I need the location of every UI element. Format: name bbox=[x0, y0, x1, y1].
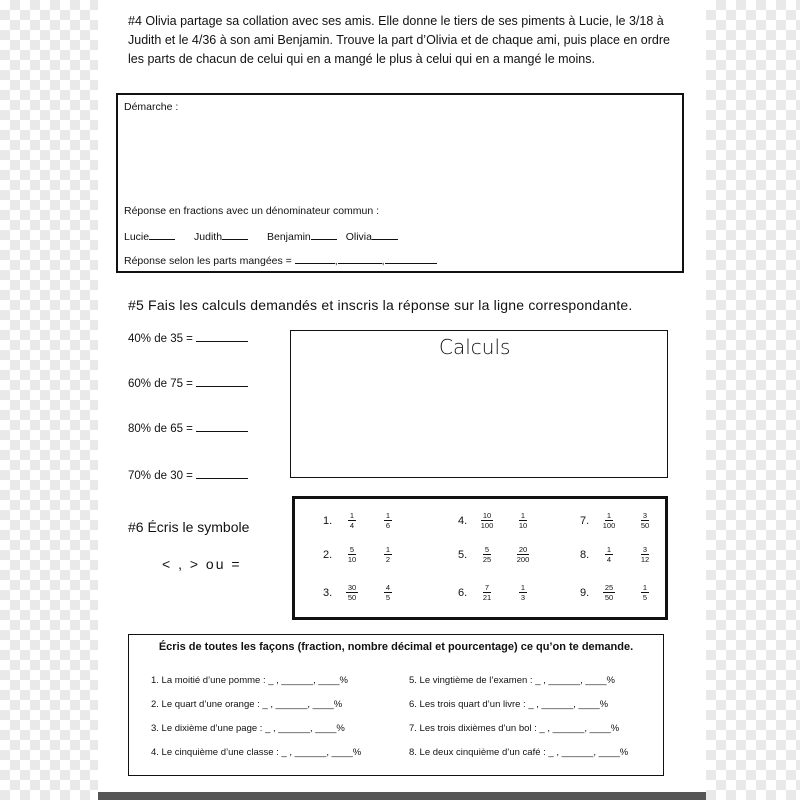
transparency-background-left bbox=[0, 0, 98, 800]
comparison-item-7 bbox=[580, 511, 670, 530]
question-6-title: #6 Écris le symbole bbox=[128, 519, 250, 535]
answer-blank[interactable] bbox=[385, 253, 437, 264]
fraction-left: $\frac{7}{21}$ bbox=[482, 583, 492, 602]
reponse-parts-row: Réponse selon les parts mangées = , , bbox=[124, 253, 437, 267]
q7-item-7: 7. Les trois dixièmes d’un bol : _ , ______, ____% bbox=[409, 723, 620, 734]
comparison-number: 6. bbox=[458, 586, 468, 599]
calculs-title: Calculs bbox=[439, 335, 511, 359]
calc-line-4: 70% de 30 = bbox=[128, 468, 248, 482]
comparison-number: 5. bbox=[458, 548, 468, 561]
q7-item-6: 6. Les trois quart d’un livre : _ , ______, ____% bbox=[409, 699, 609, 710]
q7-item-4: 4. Le cinquième d’une classe : _ , ______, ____% bbox=[151, 747, 362, 758]
calculs-box[interactable] bbox=[290, 330, 668, 478]
comparison-item-8 bbox=[580, 545, 670, 564]
comparison-item-2 bbox=[323, 545, 413, 564]
q7-item-3: 3. Le dixième d’une page : _ , ______, ____% bbox=[151, 723, 345, 734]
name-lucie: Lucie bbox=[124, 231, 150, 243]
fraction-left: $\frac{25}{50}$ bbox=[604, 583, 614, 602]
q7-item-5: 5. Le vingtième de l’examen : _ , ______, ____% bbox=[409, 675, 615, 686]
question-4-answer-box bbox=[116, 93, 684, 273]
fraction-left: $\frac{5}{10}$ bbox=[347, 545, 357, 564]
name-judith: Judith bbox=[194, 231, 223, 243]
fraction-left: $\frac{5}{25}$ bbox=[482, 545, 492, 564]
answer-blank[interactable] bbox=[295, 253, 335, 264]
comparison-item-3 bbox=[323, 583, 413, 602]
comparison-number: 1. bbox=[323, 514, 333, 527]
calc-line-2: 60% de 75 = bbox=[128, 376, 248, 390]
fraction-right: $\frac{1}{3}$ bbox=[520, 583, 526, 602]
comparison-number: 8. bbox=[580, 548, 590, 561]
fraction-right: $\frac{4}{5}$ bbox=[385, 583, 391, 602]
comparison-number: 9. bbox=[580, 586, 590, 599]
comparison-number: 2. bbox=[323, 548, 333, 561]
names-row bbox=[124, 229, 398, 243]
answer-blank[interactable] bbox=[196, 468, 248, 479]
question-7-box bbox=[128, 634, 664, 776]
comparison-item-5 bbox=[458, 545, 548, 564]
name-benjamin: Benjamin bbox=[266, 231, 311, 243]
q7-item-1: 1. La moitié d’une pomme : _ , ______, ____% bbox=[151, 675, 348, 686]
worksheet-page bbox=[98, 0, 706, 800]
question-7-title: Écris de toutes les façons (fraction, nombre décimal et pourcentage) ce qu’on te demande. bbox=[158, 641, 634, 653]
fraction-left: $\frac{1}{4}$ bbox=[606, 545, 612, 564]
calc-line-1: 40% de 35 = bbox=[128, 331, 248, 345]
answer-blank[interactable] bbox=[196, 376, 248, 387]
name-olivia: Olivia bbox=[345, 231, 372, 243]
comparison-item-9 bbox=[580, 583, 670, 602]
answer-blank[interactable] bbox=[311, 229, 337, 240]
fraction-right: $\frac{3}{50}$ bbox=[640, 511, 650, 530]
question-6-symbols: < , > ou = bbox=[162, 556, 242, 572]
comparison-item-4 bbox=[458, 511, 548, 530]
answer-blank[interactable] bbox=[196, 331, 248, 342]
reponse-parts-label: Réponse selon les parts mangées = bbox=[124, 255, 295, 267]
demarche-label: Démarche : bbox=[124, 101, 179, 113]
reponse-fractions-label: Réponse en fractions avec un dénominateur commun : bbox=[124, 205, 380, 217]
answer-blank[interactable] bbox=[222, 229, 248, 240]
answer-blank[interactable] bbox=[372, 229, 398, 240]
comparison-item-1 bbox=[323, 511, 413, 530]
fraction-left: $\frac{1}{100}$ bbox=[602, 511, 616, 530]
fraction-right: $\frac{3}{12}$ bbox=[640, 545, 650, 564]
page-bottom-bar bbox=[98, 792, 706, 800]
calc-line-3: 80% de 65 = bbox=[128, 421, 248, 435]
fraction-right: $\frac{1}{6}$ bbox=[385, 511, 391, 530]
question-4-text: #4 Olivia partage sa collation avec ses amis. Elle donne le tiers de ses piments à Lucie, le 3/18 à Judith et le 4/36 à son ami Benjamin. Trouve la part d’Olivia et de chaque ami, puis place en ordre les parts de chacun de celui qui en a mangé le plus à celui qui en a mangé le moins. bbox=[128, 14, 670, 66]
fraction-right: $\frac{20}{200}$ bbox=[516, 545, 530, 564]
comparison-item-6 bbox=[458, 583, 548, 602]
comparison-number: 4. bbox=[458, 514, 468, 527]
question-5-title: #5 Fais les calculs demandés et inscris la réponse sur la ligne correspondante. bbox=[128, 297, 633, 313]
q7-item-2: 2. Le quart d’une orange : _ , ______, ____% bbox=[151, 699, 343, 710]
comparison-number: 7. bbox=[580, 514, 590, 527]
fraction-right: $\frac{1}{2}$ bbox=[385, 545, 391, 564]
fraction-left: $\frac{1}{4}$ bbox=[349, 511, 355, 530]
answer-blank[interactable] bbox=[338, 253, 382, 264]
transparency-background-right bbox=[706, 0, 800, 800]
fraction-left: $\frac{30}{50}$ bbox=[347, 583, 357, 602]
fraction-right: $\frac{1}{5}$ bbox=[642, 583, 648, 602]
q7-item-8: 8. Le deux cinquième d’un café : _ , ______, ____% bbox=[409, 747, 629, 758]
fraction-right: $\frac{1}{10}$ bbox=[518, 511, 528, 530]
comparison-number: 3. bbox=[323, 586, 333, 599]
comparison-box bbox=[292, 496, 668, 620]
answer-blank[interactable] bbox=[149, 229, 175, 240]
fraction-left: $\frac{10}{100}$ bbox=[480, 511, 494, 530]
answer-blank[interactable] bbox=[196, 421, 248, 432]
